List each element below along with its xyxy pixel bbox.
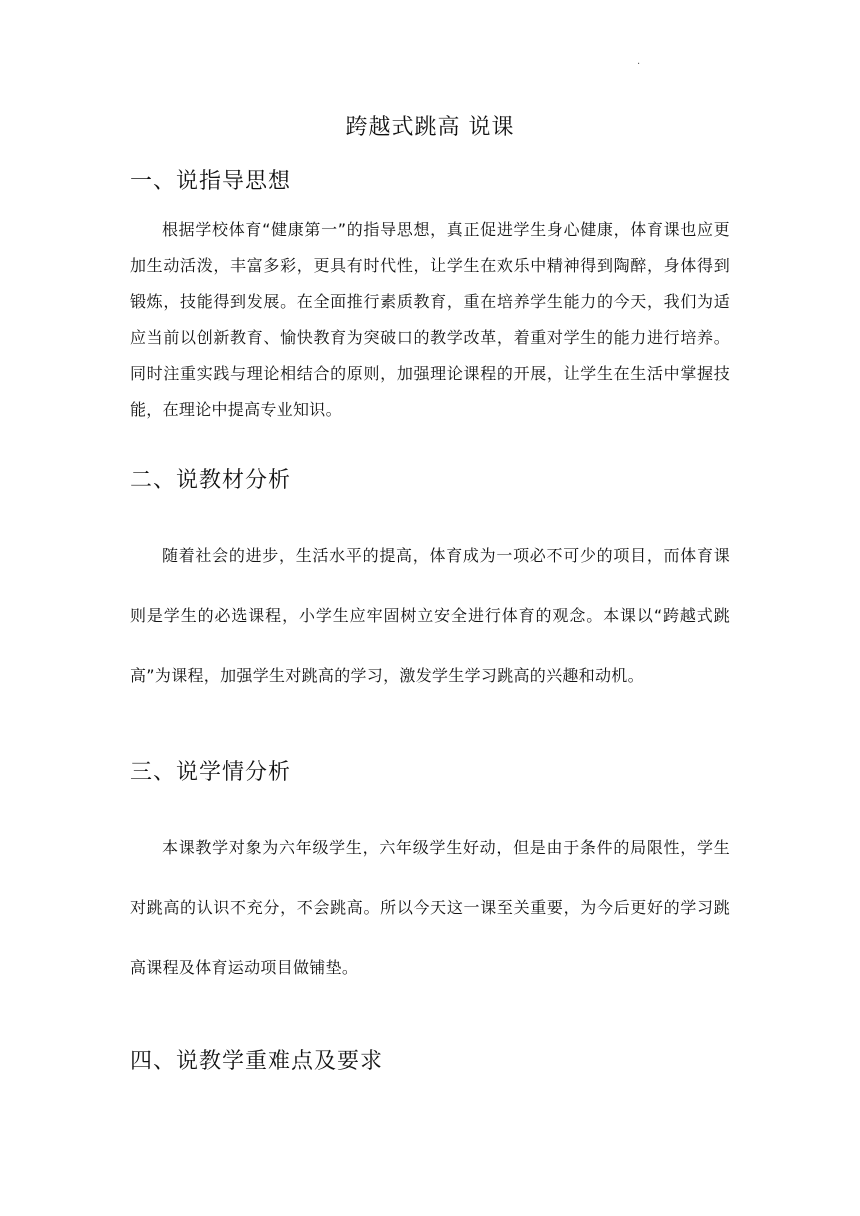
paragraph-guiding-thought: 根据学校体育“健康第一”的指导思想，真正促进学生身心健康，体育课也应更加生动活泼，丰富多彩，更具有时代性，让学生在欢乐中精神得到陶醉，身体得到锻炼，技能得到发展。在全面推行素质教育，重在培养学生能力的今天，我们为适应当前以创新教育、愉快教育为突破口的教学改革，着重对学生的能力进行培养。同时注重实践与理论相结合的原则，加强理论课程的开展，让学生在生活中掌握技能，在理论中提高专业知识。 <box>130 220 730 419</box>
section-heading-student-analysis: 三、说学情分析 <box>130 760 292 785</box>
paragraph-student-analysis: 本课教学对象为六年级学生，六年级学生好动，但是由于条件的局限性，学生对跳高的认识不充分，不会跳高。所以今天这一课至关重要，为今后更好的学习跳高课程及体育运动项目做铺垫。 <box>130 838 730 977</box>
corner-mark: · <box>637 59 641 70</box>
section-heading-material-analysis: 二、说教材分析 <box>130 468 292 493</box>
section-heading-key-points: 四、说教学重难点及要求 <box>130 1049 384 1074</box>
section-heading-guiding-thought: 一、说指导思想 <box>130 169 292 194</box>
paragraph-material-analysis: 随着社会的进步，生活水平的提高，体育成为一项必不可少的项目，而体育课则是学生的必选课程，小学生应牢固树立安全进行体育的观念。本课以“跨越式跳高”为课程，加强学生对跳高的学习，激发学生学习跳高的兴趣和动机。 <box>130 546 730 685</box>
document-title: 跨越式跳高 说课 <box>345 115 515 140</box>
